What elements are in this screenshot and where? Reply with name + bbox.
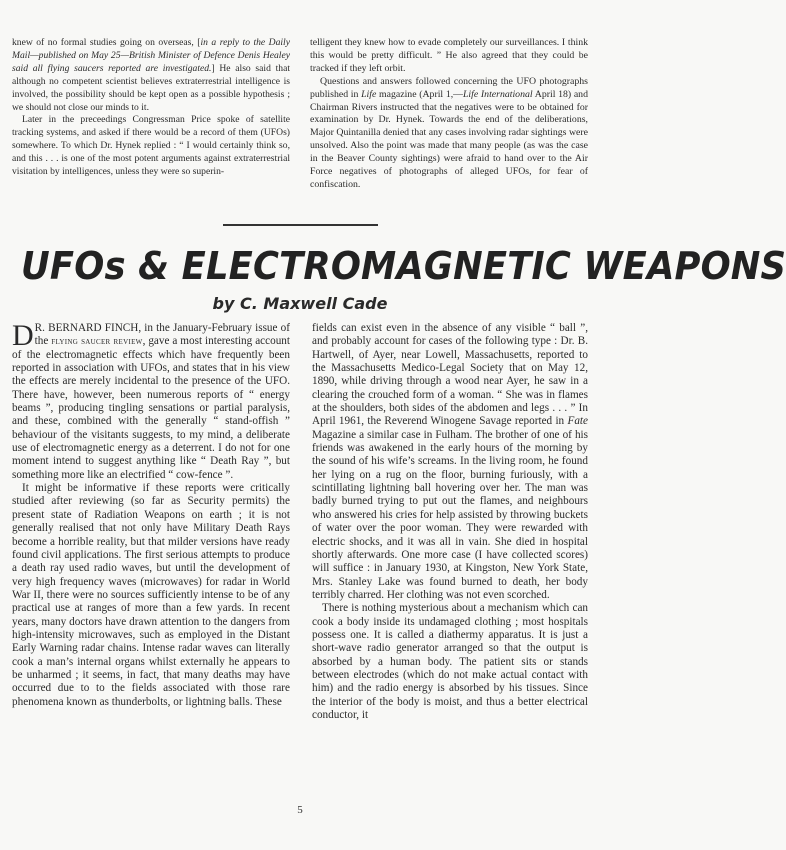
paragraph: telligent they knew how to evade completely our surveillances. I think this would be pretty difficult. ” He also agreed that they could be tracked if they left orbit. [310, 37, 588, 74]
publication-name: Fate [567, 415, 588, 428]
section-divider [223, 224, 378, 226]
paragraph: fields can exist even in the absence of any visible “ ball ”, and probably account for cases of the following type : Dr. B. Hartwell, of Ayer, near Lowell, Massachusetts, reported to the Massachusetts Medico-Legal Society that on May 12, 1890, while driving through a wood near Ayer, he saw in a clearing the crouched form of a woman. “ She was in flames at the shoulders, both sides of the abdomen and legs . . . ” In April 1961, the Reverend Winogene Savage reported in Fate Magazine a similar case in Fulham. The brother of one of his friends was awakened in the early hours of the morning by the sound of his wife’s screams. In the living room, he found her lying on a rug on the floor, burning furiously, with a scintillating lightning ball hovering over her. The man was badly burned trying to put out the flames, and neighbours who answered his cries for help assisted by throwing buckets of water over the poor woman. They were rewarded with electric shocks, and it was all in vain. She died in hospital shortly afterwards. One more case (I have collected scores) will suffice : in January 1930, at Kingston, New York State, Mrs. Stanley Lake was found burned to death, her body terribly charred. Her clothing was not even scorched. [312, 322, 588, 601]
publication-name: flying saucer review [51, 336, 143, 348]
page-number: 5 [297, 804, 303, 816]
publication-name: Life International [462, 88, 533, 100]
paragraph: knew of no formal studies going on overseas, [in a reply to the Daily Mail—published on May 25—British Minister of Defence Denis Healey said all flying saucers reported are investigated.] He also said that although no competent scientist believes extraterrestrial intelligence is involved, the possibility should be kept open as a possible hypothesis ; we should not close our minds to it. [12, 37, 290, 113]
previous-article-right-column [310, 37, 588, 192]
paragraph: There is nothing mysterious about a mechanism which can cook a body inside its undamaged clothing ; most hospitals possess one. It is called a diathermy apparatus. It is just a short-wave radio generator arranged so that the output is absorbed by a human body. The patient sits or stands between electrodes (which do not make actual contact with him) and the radio energy is absorbed by his tissues. Since the interior of the body is moist, and thus a better electrical conductor, it [312, 602, 588, 721]
previous-article-left-column [12, 37, 290, 179]
editorial-note: in a reply to the Daily Mail—published on May 25—British Minister of Defence Denis Healey said all flying saucers reported are investigated. [12, 37, 290, 74]
article-byline: by C. Maxwell Cade [212, 294, 388, 313]
publication-name: Life [361, 88, 377, 100]
paragraph: Later in the preceedings Congressman Price spoke of satellite tracking systems, and asked if there would be a record of them (UFOs) somewhere. To which Dr. Hynek replied : “ I would certainly think so, and this . . . is one of the most potent arguments against extraterrestrial visitation by intelligences, unless they were so superin- [12, 114, 290, 178]
paragraph: Questions and answers followed concerning the UFO photographs published in Life magazine (April 1,—Life International April 18) and Chairman Rivers instructed that the negatives were to be obtained for examination by Dr. Hynek. Towards the end of the deliberations, Major Quintanilla denied that any cases involving radar sightings were unsolved. Also the point was made that many people (as was the case in the Beaver County sightings) were afraid to hand over to the Air Force negatives of photographs of alleged UFOs, for fear of confiscation. [310, 75, 588, 190]
drop-cap: D [12, 319, 34, 352]
article-left-column [12, 319, 290, 709]
paragraph: D R. BERNARD FINCH, in the January-February issue of the flying saucer review, gave a most interesting account of the electromagnetic effects which have frequently been reported in association with UFOs, and states that in his view the effects are merely incidental to the presence of the UFO. There have, however, been numerous reports of “ energy beams ”, producing tingling sensations or partial paralysis, and these, combined with the generally “ stand-offish ” behaviour of the visitants suggests, to my mind, a deliberate use of electromagnetic energy as a deterrent. I do not for one moment intend to suggest anything like “ Death Ray ”, but something more like an electrified “ cow-fence ”. [12, 319, 290, 481]
paragraph: It might be informative if these reports were critically studied after reviewing (so far as Security permits) the present state of Radiation Weapons on earth ; it is not generally realised that not only have Military Death Rays become a horrible reality, but that milder versions have ready found civil applications. The first serious attempts to produce a death ray used radio waves, but until the development of very high frequency waves (microwaves) for radar in World War II, there were no sources sufficiently intense to be of any practical use at ranges of more than a few yards. In recent years, many doctors have drawn attention to the dangers from high-intensity microwaves, such as employed in the Distant Early Warning radar chains. Intense radar waves can literally cook a man’s internal organs whilst externally he appears to be unharmed ; it seems, in fact, that many deaths may have occurred due to to the fields associated with those rare phenomena known as thunderbolts, or lightning balls. These [12, 482, 290, 708]
article-title: UFOs & ELECTROMAGNETIC WEAPONS [21, 244, 786, 288]
article-right-column [312, 322, 588, 722]
